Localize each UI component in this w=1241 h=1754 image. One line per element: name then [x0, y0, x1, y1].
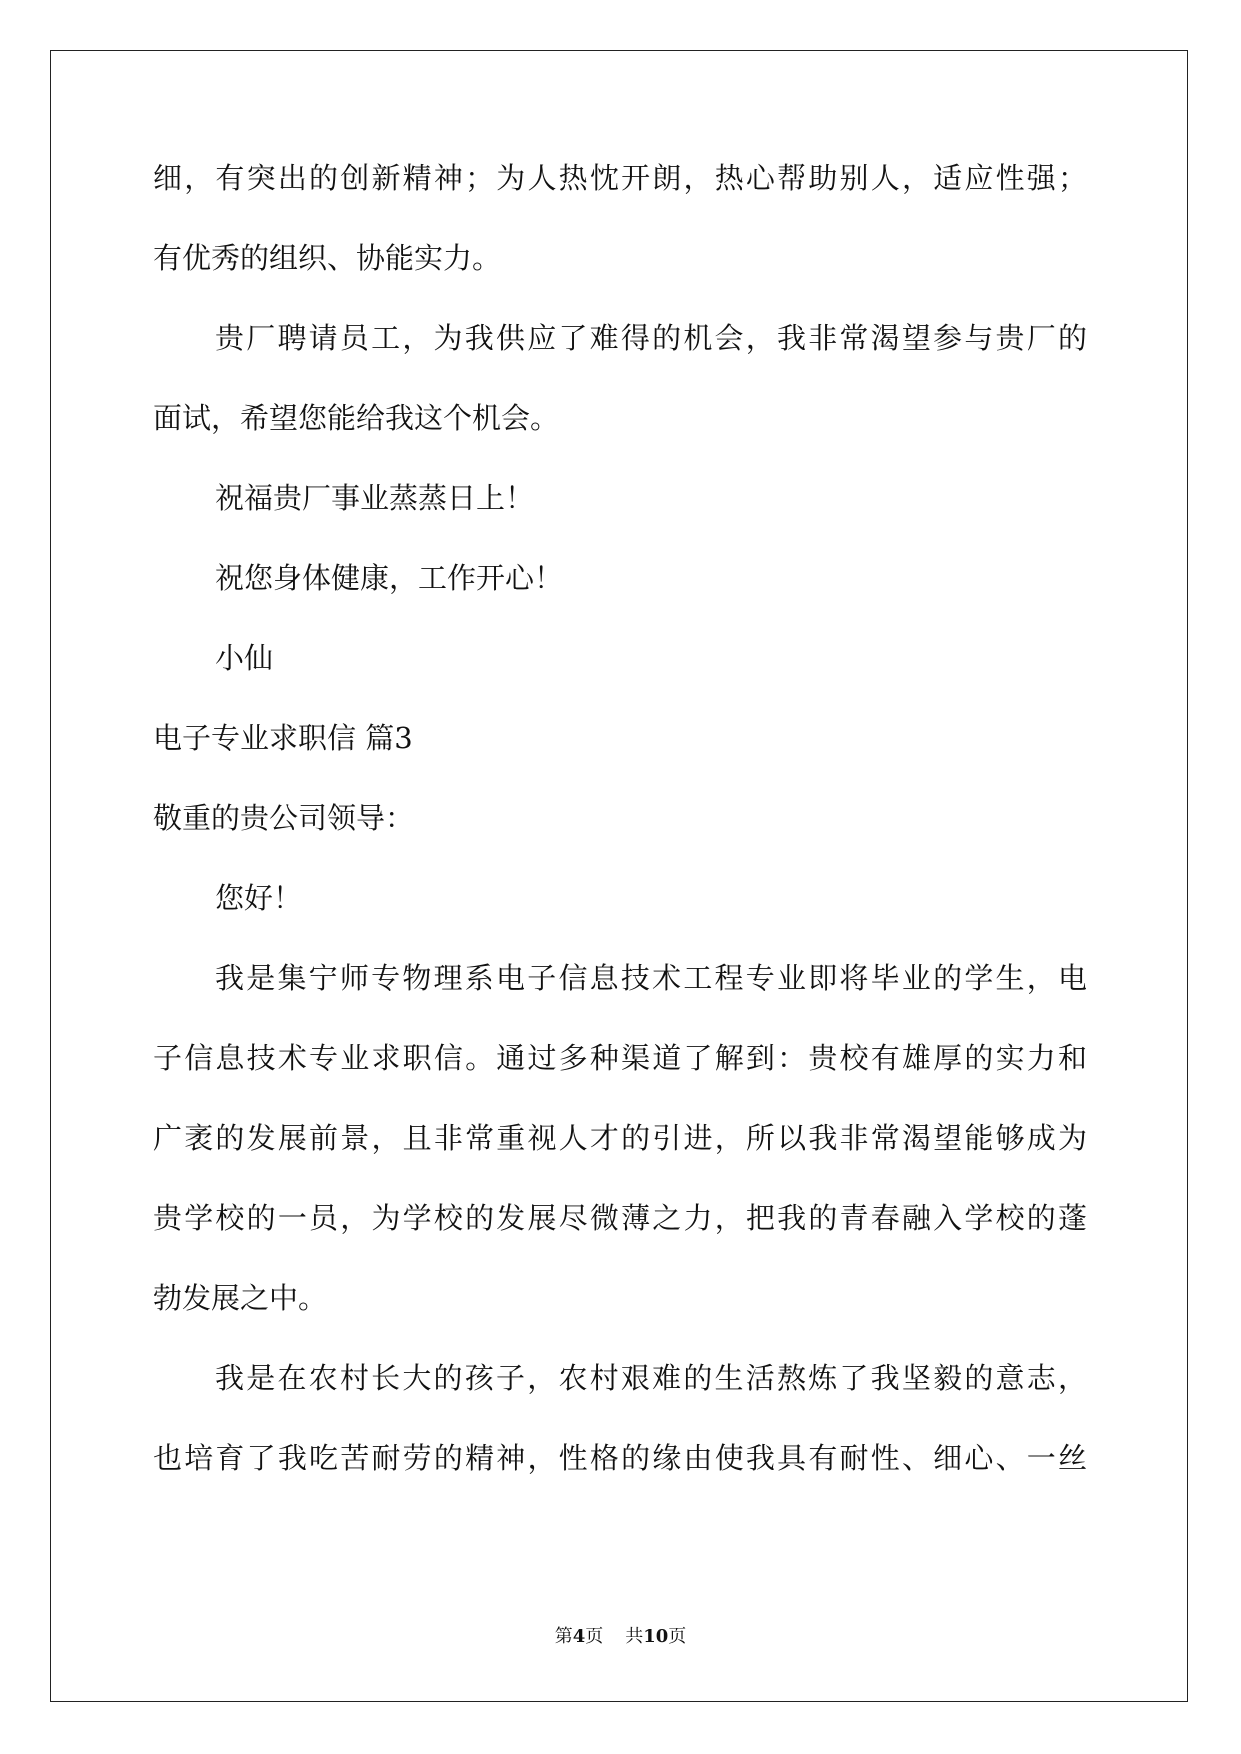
body-line-15: 勃发展之中。: [153, 1281, 328, 1315]
body-line-1: 细，有突出的创新精神；为人热忱开朗，热心帮助别人，适应性强；: [153, 161, 1087, 195]
footer-total-suffix: 页: [668, 1626, 687, 1647]
footer-page-number: 4: [572, 1626, 586, 1647]
body-line-14: 贵学校的一员，为学校的发展尽微薄之力，把我的青春融入学校的蓬: [153, 1201, 1087, 1235]
footer-page-prefix: 第: [554, 1626, 573, 1647]
page-footer: [0, 1622, 1241, 1648]
greeting: 您好！: [215, 881, 303, 915]
body-line-13: 广袤的发展前景，且非常重视人才的引进，所以我非常渴望能够成为: [153, 1121, 1087, 1155]
body-line-11: 我是集宁师专物理系电子信息技术工程专业即将毕业的学生，电: [215, 961, 1087, 995]
body-line-2: 有优秀的组织、协能实力。: [153, 241, 502, 275]
footer-page-suffix: 页: [585, 1626, 604, 1647]
body-line-16: 我是在农村长大的孩子，农村艰难的生活熬炼了我坚毅的意志，: [215, 1361, 1087, 1395]
body-line-12: 子信息技术专业求职信。通过多种渠道了解到：贵校有雄厚的实力和: [153, 1041, 1087, 1075]
salutation: 敬重的贵公司领导：: [153, 801, 415, 835]
footer-total-prefix: 共: [625, 1626, 644, 1647]
body-line-17: 也培育了我吃苦耐劳的精神，性格的缘由使我具有耐性、细心、一丝: [153, 1441, 1087, 1475]
section-heading: 电子专业求职信 篇3: [153, 721, 413, 755]
body-line-3: 贵厂聘请员工，为我供应了难得的机会，我非常渴望参与贵厂的: [215, 321, 1087, 355]
footer-total-pages: 10: [643, 1626, 669, 1647]
body-line-5: 祝福贵厂事业蒸蒸日上！: [215, 481, 535, 515]
body-line-6: 祝您身体健康，工作开心！: [215, 561, 564, 595]
body-line-4: 面试，希望您能给我这个机会。: [153, 401, 560, 435]
signature-name: 小仙: [215, 641, 274, 675]
